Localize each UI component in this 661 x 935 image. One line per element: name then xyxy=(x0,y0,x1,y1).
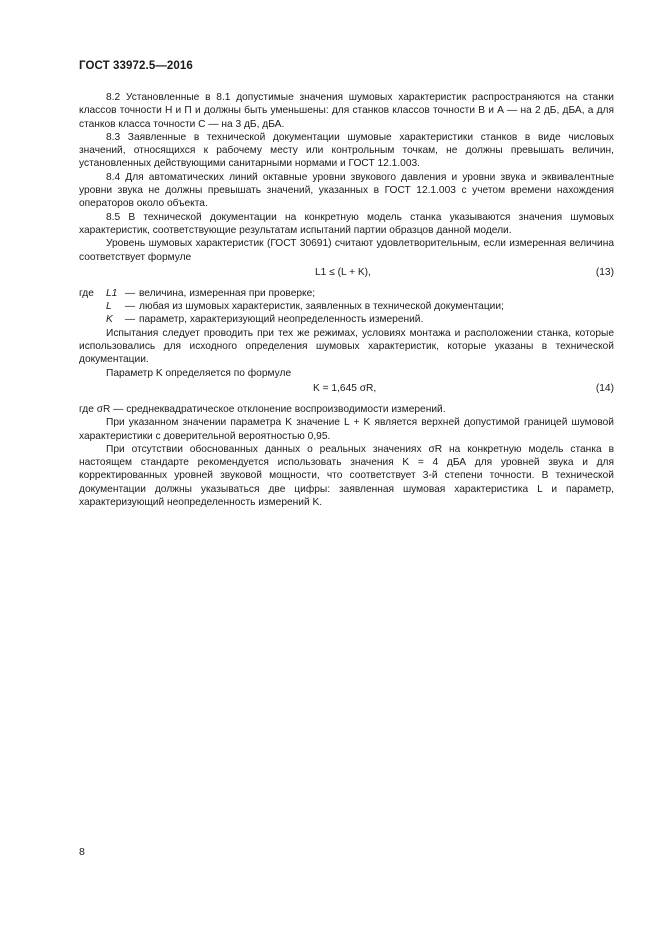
where-item xyxy=(79,313,614,326)
where-dash: — xyxy=(124,301,136,313)
formula-13-row xyxy=(79,266,614,282)
where-definition: параметр, характеризующий неопределенность измерений. xyxy=(139,314,424,326)
paragraph-8-3: 8.3 Заявленные в технической документации шумовые характеристики станков в виде числовых значений, относящихся к рабочему месту или контрольным точкам, не должны превышать величин, установленных действующими санитарными нормами и ГОСТ 12.1.003. xyxy=(79,131,614,170)
formula-13: L1 ≤ (L + K), xyxy=(315,266,371,278)
where-definition: величина, измеренная при проверке; xyxy=(139,287,316,299)
document-header: ГОСТ 33972.5—2016 xyxy=(79,60,193,72)
paragraph-8-5: 8.5 В технической документации на конкретную модель станка указываются значения шумовых характеристик, соответствующие результатам испытаний партии образцов данной модели. xyxy=(79,211,614,236)
paragraph-absent-data: При отсутствии обоснованных данных о реальных значениях σR на конкретную модель станка в настоящем стандарте рекомендуется использовать значения K = 4 дБА для уровней звука и для корректированных уровней звуковой мощности, что соответствует 3-й степени точности. В технической документации должны указываться две цифры: заявленная шумовая характеристика L и параметр, характеризующий неопределенность измерений K. xyxy=(79,443,614,509)
where-dash: — xyxy=(124,287,136,299)
formula-14-number: (14) xyxy=(595,382,614,394)
where-symbol: L xyxy=(106,301,112,313)
formula-13-number: (13) xyxy=(595,266,614,278)
paragraph-8-4: 8.4 Для автоматических линий октавные уровни звукового давления и уровни звука и эквивалентные уровни звука не должны превышать значений, указанных в ГОСТ 12.1.003 с учетом времени нахождения операторов около объекта. xyxy=(79,171,614,210)
where-symbol: K xyxy=(106,314,113,326)
where-definition: любая из шумовых характеристик, заявленных в технической документации; xyxy=(139,301,504,313)
paragraph-8-2: 8.2 Установленные в 8.1 допустимые значения шумовых характеристик распространяются на станки классов точности Н и П и должны быть уменьшены: для станков классов точности В и А — на 2 дБ, дБА, а для станков класса точности С — на 3 дБ, дБА. xyxy=(79,92,614,130)
where-sigma: где σR — среднеквадратическое отклонение воспроизводимости измерений. xyxy=(79,403,446,415)
formula-14: K = 1,645 σR, xyxy=(313,382,377,394)
paragraph-param-k: Параметр K определяется по формуле xyxy=(106,367,292,379)
paragraph-noise-level: Уровень шумовых характеристик (ГОСТ 30691) считают удовлетворительным, если измеренная величина соответствует формуле xyxy=(79,238,614,263)
where-symbol: L1 xyxy=(106,287,118,299)
where-dash: — xyxy=(124,314,136,326)
paragraph-tests: Испытания следует проводить при тех же режимах, условиях монтажа и расположении станка, которые использовались для исходного определения шумовых характеристик, которые указаны в технической документации. xyxy=(79,327,614,366)
where-item xyxy=(79,300,614,313)
where-list xyxy=(79,287,614,327)
where-item xyxy=(79,287,614,300)
paragraph-given-k: При указанном значении параметра K значение L + K является верхней допустимой границей шумовой характеристики с доверительной вероятностью 0,95. xyxy=(79,417,614,442)
document-body xyxy=(79,91,614,509)
where-label: где xyxy=(79,287,94,299)
page-number: 8 xyxy=(79,846,85,858)
formula-14-row xyxy=(79,382,614,398)
